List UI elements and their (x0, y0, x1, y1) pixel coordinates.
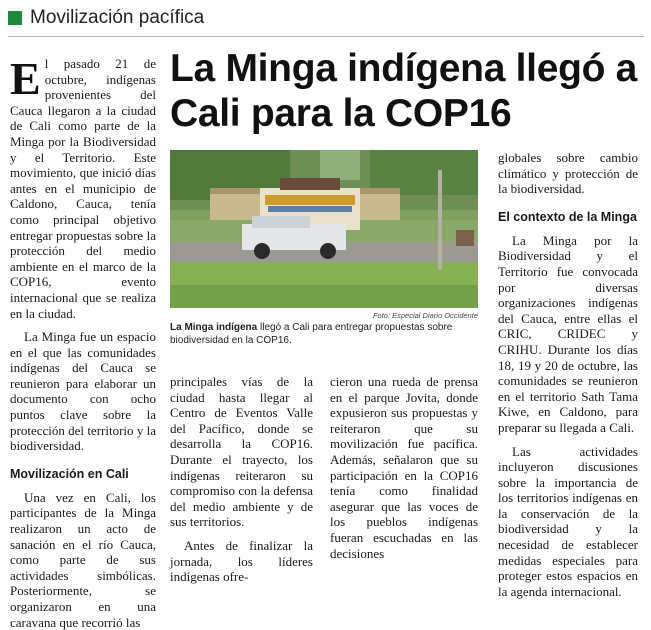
subheading-contexto: El contexto de la Minga (498, 209, 637, 224)
article-headline: La Minga indígena llegó a Cali para la COP16 (170, 47, 638, 135)
article-photo (170, 150, 478, 308)
section-title: Movilización pacífica (30, 7, 205, 28)
subheading-movilizacion: Movilización en Cali (10, 466, 129, 481)
lead-text: l pasado 21 de octubre, indígenas provenientes del Cauca llegaron a la ciudad de Cali como parte de la Minga por la Biodiversidad y el Territorio. Este movimiento, que inició días antes en el municipio de Caldono, Cauca, tenía como principal objetivo entregar propuestas sobre la protección del medio ambiente en el marco de la COP16, evento internacional que se realiza en la ciudad. (10, 56, 156, 321)
column-3 (330, 374, 478, 561)
column-2 (170, 374, 313, 585)
paragraph: cieron una rueda de prensa en el parque Jovita, donde expusieron sus propuestas y reiteraron que su movilización fue pacífica. Además, señalaron que su participación en la COP16 tenía como finalidad asegurar que las voces de los pueblos indígenas fueran escuchadas en las decisiones (330, 374, 478, 561)
drop-cap: E (10, 53, 41, 104)
paragraph: globales sobre cambio climático y protección de la biodiversidad. (498, 150, 638, 197)
square-icon (8, 11, 22, 25)
caption-bold: La Minga indígena (170, 322, 258, 333)
paragraph: La Minga por la Biodiversidad y el Territorio fue convocada por diversas organizaciones indígenas del Cauca, entre ellas el CRIC, CRIDEC y CRIHU. Durante los días 18, 19 y 20 de octubre, las comunidades se reunieron en el territorio Sath Tama Kiwe, en Caldono, para preparar su llegada a Cali. (498, 232, 638, 435)
photo-illustration (170, 150, 478, 308)
paragraph: Una vez en Cali, los participantes de la Minga realizaron un acto de sanación en el río Cauca, como parte de sus actividades simbólicas. Posteriormente, se organizaron en una caravana que recorrió las (10, 489, 156, 630)
section-divider (8, 36, 644, 37)
section-header (8, 6, 644, 30)
paragraph: Las actividades incluyeron discusiones sobre la importancia de los territorios indígenas en la conservación de la biodiversidad y la necesidad de establecer medidas especiales para proteger estos espacios en la agenda internacional. (498, 443, 638, 599)
lead-paragraph (10, 53, 156, 321)
paragraph: Antes de finalizar la jornada, los líderes indígenas ofre- (170, 537, 313, 585)
paragraph: principales vías de la ciudad hasta llegar al Centro de Eventos Valle del Pacífico, donde se desarrolla la COP16. Durante el trayecto, los indígenas reiteraron su compromiso con la defensa del medio ambiente y de sus territorios. (170, 374, 313, 530)
paragraph: La Minga fue un espacio en el que las comunidades indígenas del Cauca se reunieron para elaborar un documento con ocho puntos clave sobre la protección del territorio y la biodiversidad. (10, 329, 156, 454)
photo-credit: Foto: Especial Diario Occidente (372, 311, 478, 320)
caption-text: llegó a Cali para entregar propuestas sobre biodiversidad en la COP16. (170, 322, 453, 346)
column-4 (498, 150, 638, 599)
column-1 (10, 53, 156, 630)
photo-caption (170, 322, 478, 347)
